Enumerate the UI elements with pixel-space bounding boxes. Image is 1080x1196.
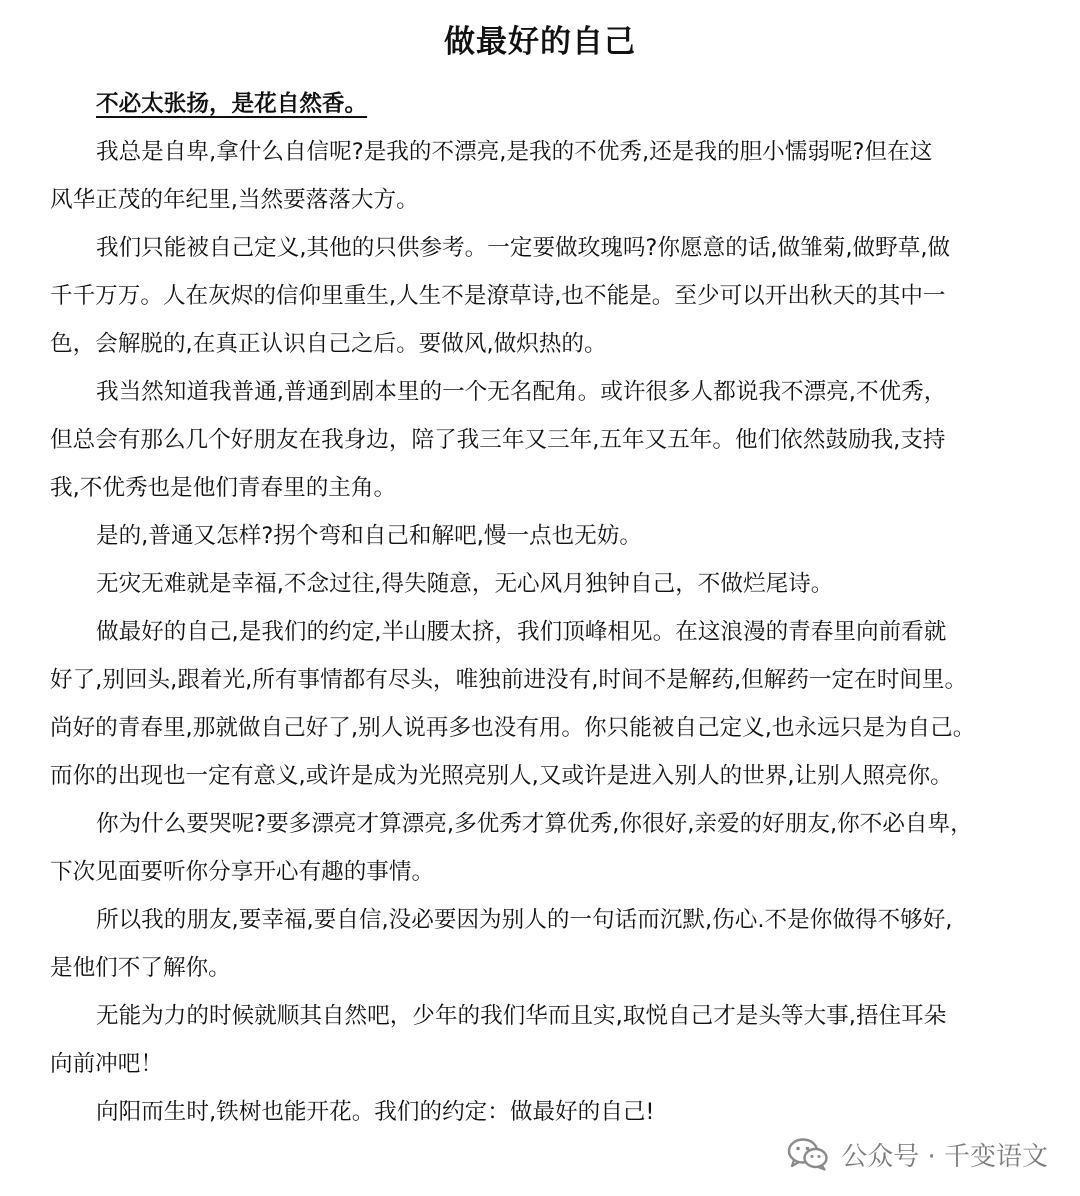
text-line: 好了,别回头,跟着光,所有事情都有尽头，唯独前进没有,时间不是解药,但解药一定在时间里。 [50,667,968,693]
text-line: 所以我的朋友,要幸福,要自信,没必要因为别人的一句话而沉默,伤心.不是你做得不够好, [96,907,953,933]
text-line: 我当然知道我普通,普通到剧本里的一个无名配角。或许很多人都说我不漂亮,不优秀， [96,379,947,405]
text-line: 是他们不了解你。 [50,955,231,981]
text-line: 下次见面要听你分享开心有趣的事情。 [50,859,435,885]
text-line: 风华正茂的年纪里,当然要落落大方。 [50,187,419,213]
text-line: 色，会解脱的,在真正认识自己之后。要做风,做炽热的。 [50,331,607,357]
text-line: 我们只能被自己定义,其他的只供参考。一定要做玫瑰吗?你愿意的话,做雏菊,做野草,做 [96,235,951,261]
text-line: 尚好的青春里,那就做自己好了,别人说再多也没有用。你只能被自己定义,也永远只是为自己。 [50,715,976,741]
text-line: 千千万万。人在灰烬的信仰里重生,人生不是潦草诗,也不能是。至少可以开出秋天的其中一 [50,283,946,309]
text-line: 无灾无难就是幸福,不念过往,得失随意，无心风月独钟自己，不做烂尾诗。 [96,571,834,597]
text-line: 你为什么要哭呢?要多漂亮才算漂亮,多优秀才算优秀,你很好,亲爱的好朋友,你不必自卑， [96,811,973,837]
text-line: 我,不优秀也是他们青春里的主角。 [50,475,397,501]
text-line: 向阳而生时,铁树也能开花。我们的约定：做最好的自己! [96,1099,655,1125]
text-line: 但总会有那么几个好朋友在我身边，陪了我三年又三年,五年又五年。他们依然鼓励我,支持 [50,427,946,453]
page-title: 做最好的自己 [444,24,636,60]
text-line: 无能为力的时候就顺其自然吧，少年的我们华而且实,取悦自己才是头等大事,捂住耳朵 [96,1003,947,1029]
text-line: 向前冲吧！ [50,1051,163,1077]
text-line: 我总是自卑,拿什么自信呢?是我的不漂亮,是我的不优秀,还是我的胆小懦弱呢?但在这 [96,139,933,165]
watermark [787,1134,1048,1174]
text-line: 做最好的自己,是我们的约定,半山腰太挤，我们顶峰相见。在这浪漫的青春里向前看就 [96,619,947,645]
wechat-icon [787,1137,829,1171]
watermark-text: 公众号 · 千变语文 [841,1141,1048,1172]
text-line: 而你的出现也一定有意义,或许是成为光照亮别人,又或许是进入别人的世界,让别人照亮你。 [50,763,953,789]
text-line: 是的,普通又怎样?拐个弯和自己和解吧,慢一点也无妨。 [96,523,643,549]
subtitle: 不必太张扬，是花自然香。 [96,91,368,117]
